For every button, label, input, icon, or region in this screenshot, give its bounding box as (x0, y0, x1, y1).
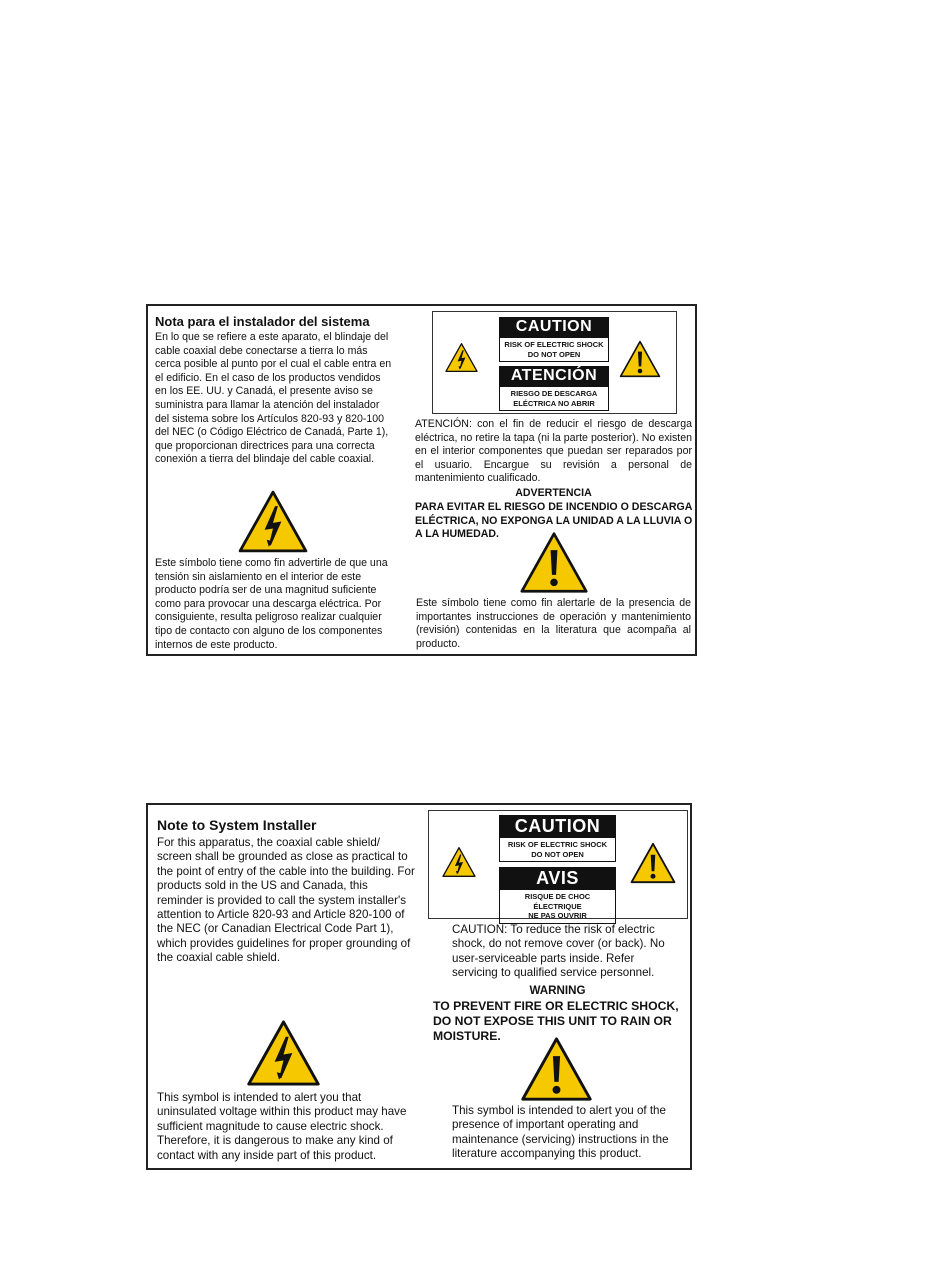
lightning-warning-icon (442, 846, 476, 878)
warning-heading: ADVERTENCIA (515, 487, 592, 499)
caution-subtext: RISK OF ELECTRIC SHOCK DO NOT OPEN (499, 337, 609, 362)
warning-text: PARA EVITAR EL RIESGO DE INCENDIO O DESCARGA ELÉCTRICA, NO EXPONGA LA UNIDAD A LA LLUVIA O A LA HUMEDAD. (415, 501, 693, 541)
installer-note-title: Note to System Installer (157, 817, 317, 833)
installer-note-text: For this apparatus, the coaxial cable shield/ screen shall be grounded as close as practical to the point of entry of the cable into the building. For products sold in the US and Canada, this reminder is provided to call the system installer's attention to Article 820-93 and Article 820-100 of the NEC (or Canadian Electrical Code Part 1), which provides guidelines for proper grounding of the coaxial cable shield. (157, 836, 415, 965)
caution-label-stack (499, 815, 616, 924)
spanish-safety-panel (146, 304, 697, 656)
caution-text: CAUTION: To reduce the risk of electric shock, do not remove cover (or back). No user-serviceable parts inside. Refer servicing to qualified service personnel. (452, 923, 665, 980)
atencion-heading: ATENCIÓN (499, 366, 609, 386)
exclamation-symbol-text: This symbol is intended to alert you of the presence of important operating and maintenance (servicing) instructions in the literature accompanying this product. (452, 1104, 669, 1161)
caution-subtext: RISK OF ELECTRIC SHOCK DO NOT OPEN (499, 837, 616, 862)
installer-note-text: En lo que se refiere a este aparato, el blindaje del cable coaxial debe conectarse a tierra lo más cerca posible al punto por el cual el cable entra en el edificio. En el caso de los productos vendidos en los EE. UU. y Canadá, el presente aviso se suministra para llamar la atención del instalador del sistema sobre los Artículos 820-93 y 820-100 del NEC (o Código Eléctrico de Canadá, Parte 1), que proporcionan directrices para una correcta conexión a tierra del blindaje del cable coaxial. (155, 331, 392, 466)
lightning-symbol-text: Este símbolo tiene como fin advertirle de que una tensión sin aislamiento en el interior de este producto podría ser de una magnitud suficiente como para provocar una descarga eléctrica. Por consiguiente, resulta peligroso realizar cualquier tipo de contacto con alguno de los componentes internos de este producto. (155, 557, 388, 651)
exclamation-warning-icon (619, 340, 661, 378)
caution-heading: CAUTION (499, 317, 609, 337)
avis-heading: AVIS (499, 867, 616, 889)
caution-heading: CAUTION (499, 815, 616, 837)
caution-label-stack (499, 317, 609, 411)
atencion-subtext: RIESGO DE DESCARGA ELÉCTRICA NO ABRIR (499, 386, 609, 411)
lightning-warning-icon (238, 489, 308, 554)
avis-subtext: RISQUE DE CHOC ÉLECTRIQUE NE PAS OUVRIR (499, 889, 616, 924)
warning-text: TO PREVENT FIRE OR ELECTRIC SHOCK, DO NOT EXPOSE THIS UNIT TO RAIN OR MOISTURE. (433, 999, 679, 1044)
warning-heading: WARNING (529, 984, 586, 997)
caution-label-box (428, 810, 688, 919)
english-safety-panel (146, 803, 692, 1170)
installer-note-title: Nota para el instalador del sistema (155, 314, 370, 329)
exclamation-warning-icon (630, 842, 676, 884)
caution-label-box (432, 311, 677, 414)
exclamation-warning-icon (518, 1036, 595, 1102)
lightning-symbol-text: This symbol is intended to alert you that uninsulated voltage within this product may have sufficient magnitude to cause electric shock. Therefore, it is dangerous to make any kind of contact with any inside part of this product. (157, 1091, 407, 1162)
exclamation-warning-icon (518, 531, 590, 594)
caution-text: ATENCIÓN: con el fin de reducir el riesgo de descarga eléctrica, no retire la tapa (ni la parte posterior). No existen en el interior componentes que puedan ser reparados por el usuario. Encargue su revisión a personal de mantenimiento cualificado. (415, 418, 692, 485)
lightning-warning-icon (246, 1019, 321, 1087)
lightning-warning-icon (445, 342, 478, 373)
exclamation-symbol-text: Este símbolo tiene como fin alertarle de la presencia de importantes instrucciones de operación y mantenimiento (revisión) contenidas en la literatura que acompaña al producto. (416, 597, 691, 650)
